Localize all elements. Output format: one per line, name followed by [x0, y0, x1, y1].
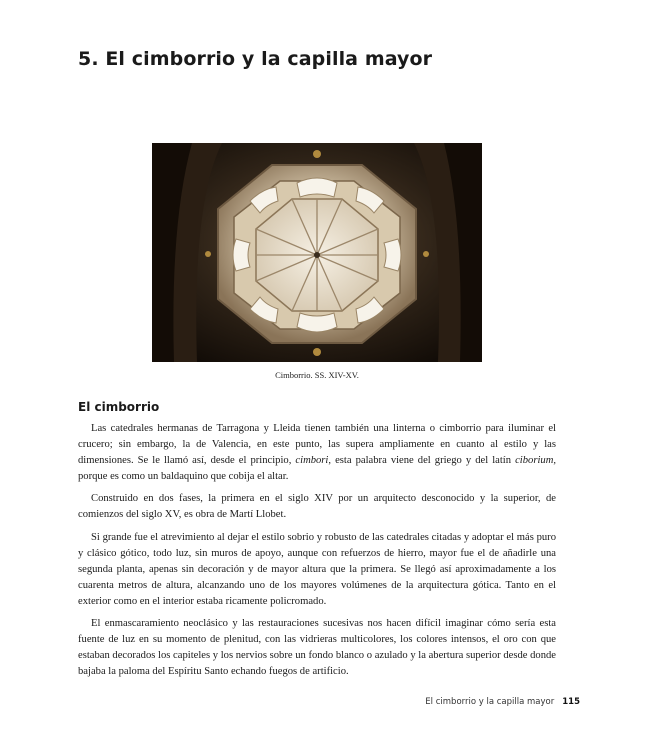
page-footer — [425, 697, 580, 707]
page-number: 115 — [562, 697, 580, 707]
cimborrio-photo — [152, 143, 482, 362]
paragraph-1: Las catedrales hermanas de Tarragona y Lleida tienen también una linterna o cimborrio para iluminar el crucero; sin embargo, la de Valencia, en este punto, las supera ampliamente en cuanto al estilo y las dimensiones. Se le llamó así, desde el principio, cimbori, esta palabra viene del griego y del latín ciborium, porque es como un baldaquino que cobija el altar. — [78, 423, 557, 483]
figure-caption: Cimborrio. SS. XIV-XV. — [275, 370, 359, 380]
paragraph-3: Si grande fue el atrevimiento al dejar el estilo sobrio y robusto de las catedrales citadas y adoptar el más puro y clásico gótico, todo luz, sin muros de apoyo, aunque con refuerzos de hierro, mayor fue el de añadirle una segunda planta, apenas sin decoración y de mayor altura que la primera. Se llegó así aproximadamente a los cuarenta metros de altura, alcanzando uno de los mayores volúmenes de la arquitectura gótica. Tanto en el exterior como en el interior estaba ricamente policromado. — [78, 531, 556, 607]
paragraph-4: El enmascaramiento neoclásico y las restauraciones sucesivas nos hacen difícil imaginar cómo sería esta fuente de luz en su momento de plenitud, con las vidrieras multicolores, los colores intensos, el oro con que estaban decorados los capiteles y los nervios sobre un fondo blanco o azulado y la abertura superior desde donde bajaba la paloma del Espíritu Santo echando fuegos de artificio. — [78, 618, 556, 678]
body-text — [78, 421, 556, 686]
section-heading: El cimborrio — [78, 400, 160, 414]
running-title: El cimborrio y la capilla mayor — [425, 697, 555, 707]
paragraph-2: Construido en dos fases, la primera en el siglo XIV por un arquitecto desconocido y la superior, de comienzos del siglo XV, es obra de Martí Llobet. — [78, 493, 556, 521]
chapter-title: 5. El cimborrio y la capilla mayor — [78, 48, 433, 70]
